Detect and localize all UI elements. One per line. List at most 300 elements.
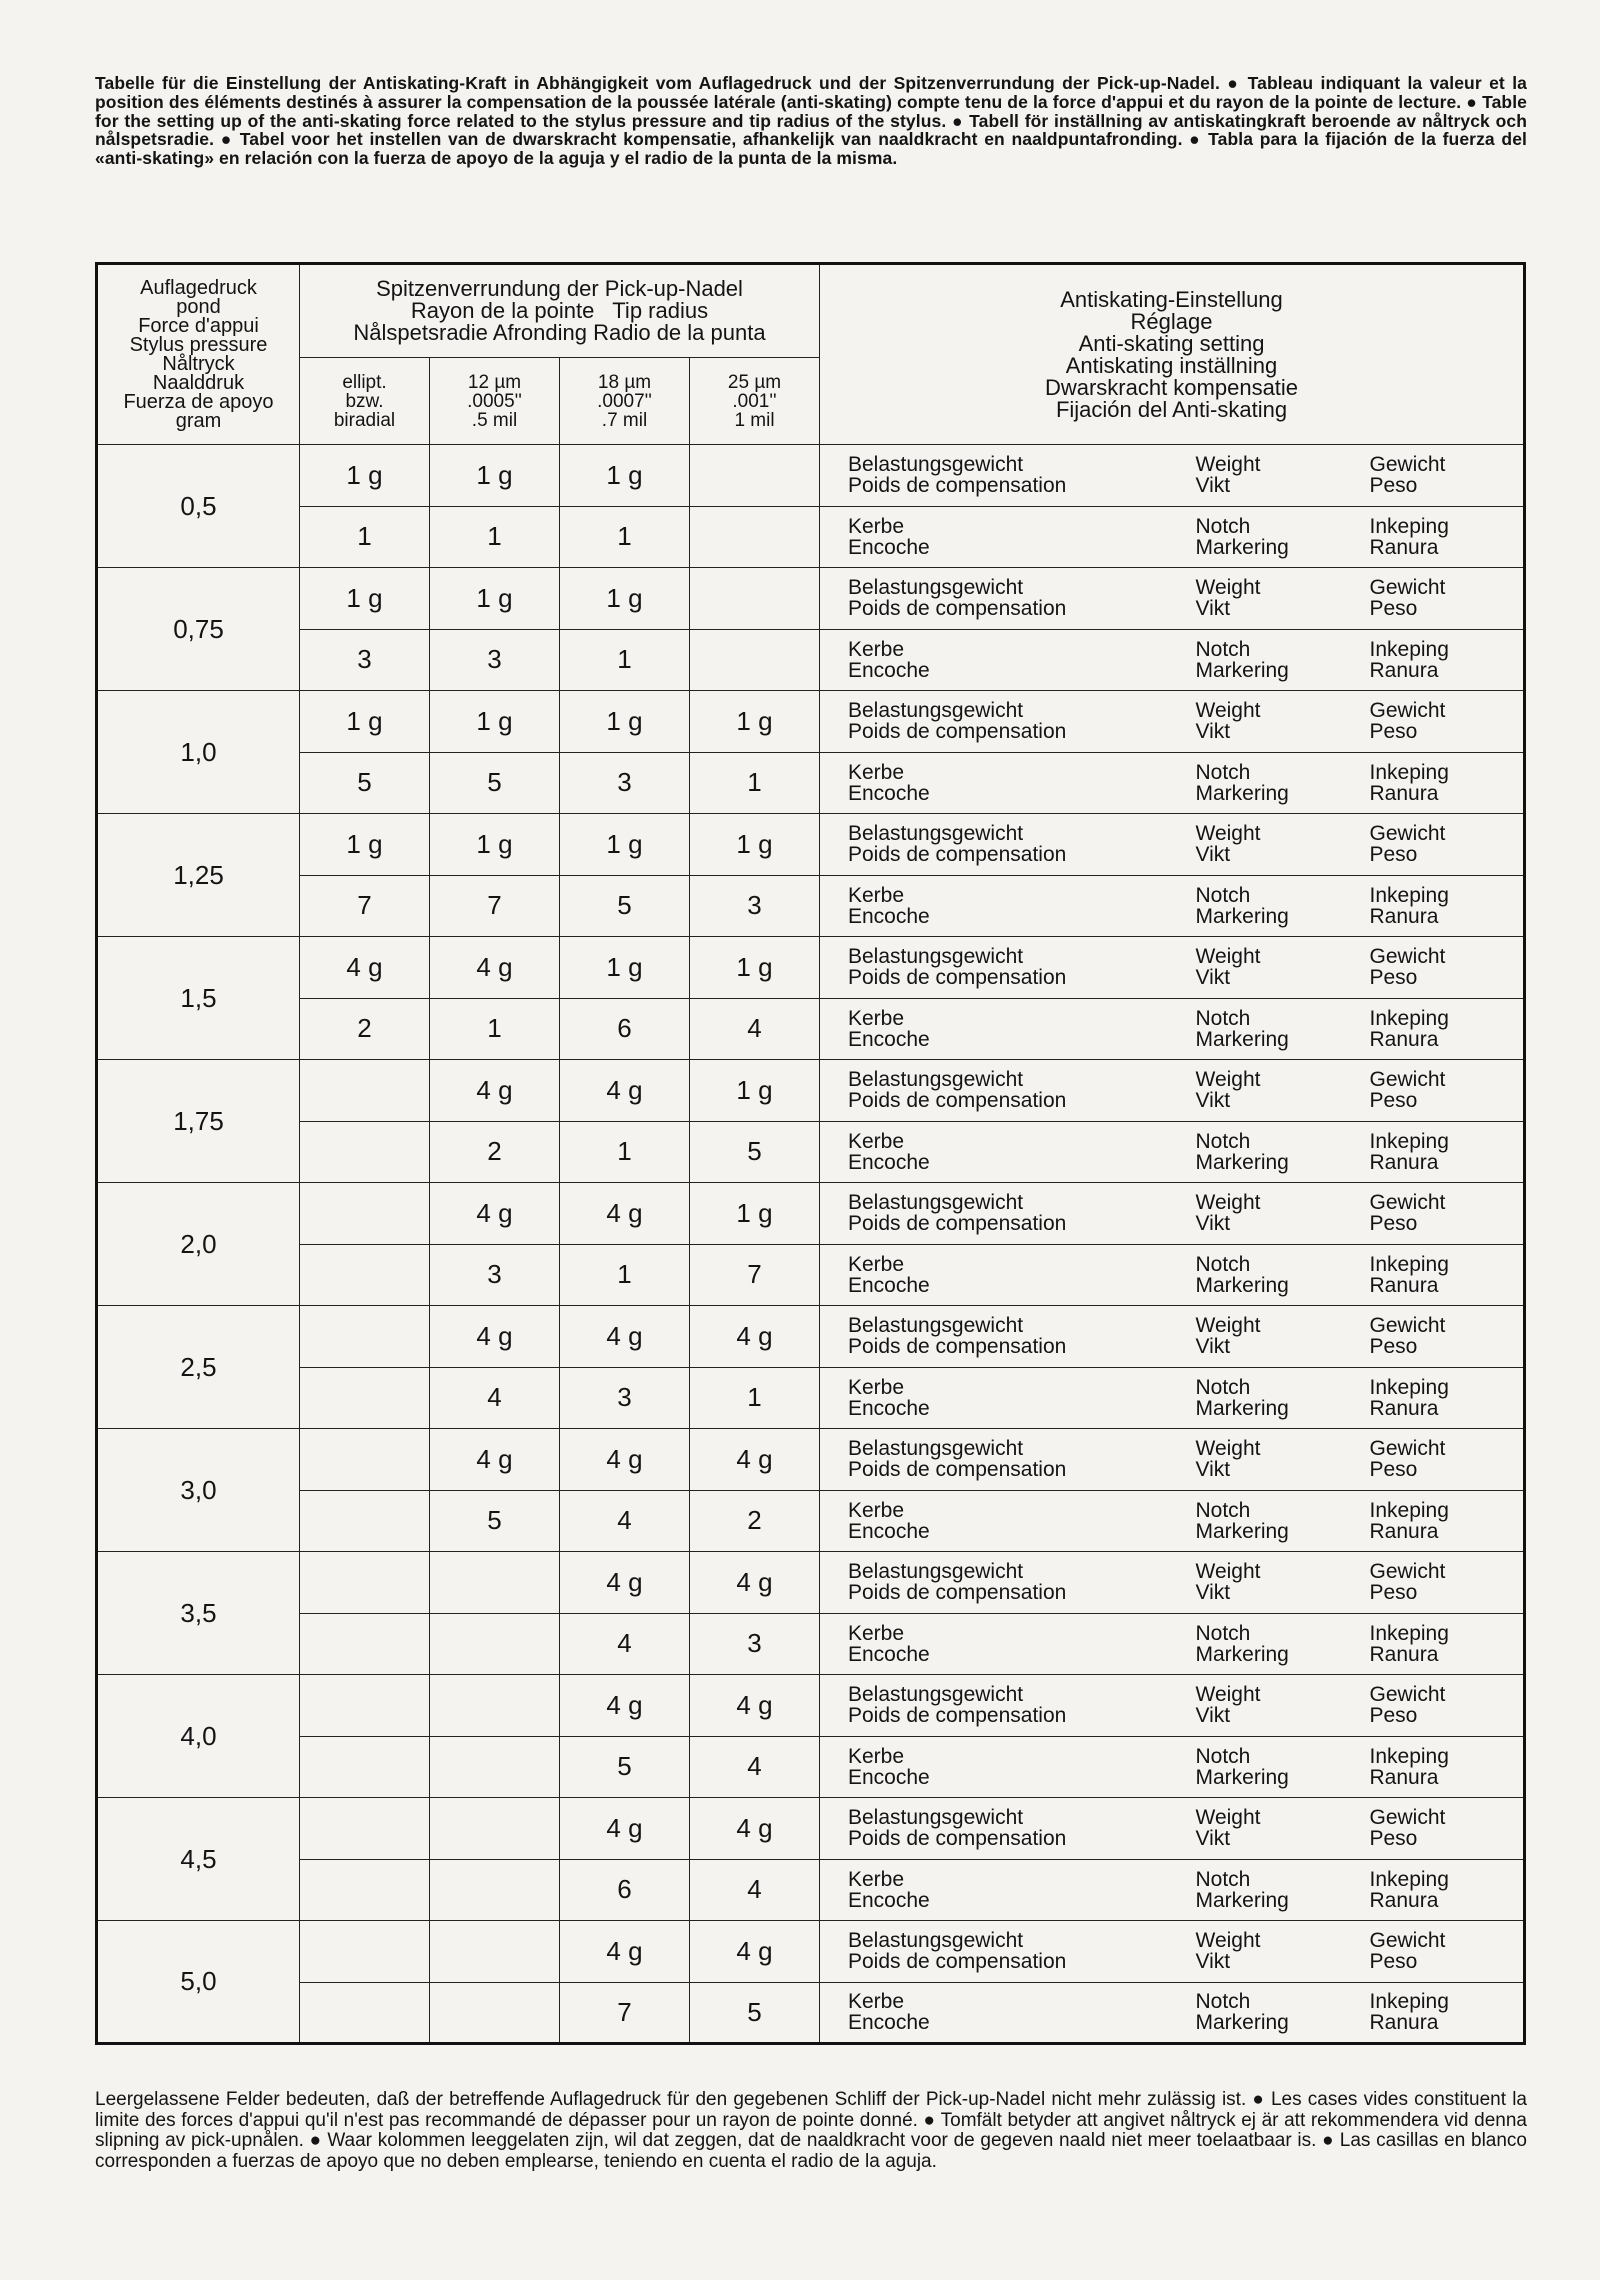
weight-label-text: Vikt [1195, 1950, 1231, 1974]
weight-label-text: Weight [1195, 1560, 1261, 1584]
table-row-notch [97, 629, 1525, 691]
header-stylus-pressure [97, 264, 300, 445]
notch-value-cell: 5 [300, 752, 430, 814]
notch-label-text: Kerbe [848, 1498, 905, 1522]
weight-label-text: Peso [1369, 1827, 1418, 1851]
notch-value-cell: 1 [300, 506, 430, 568]
notch-label-text: Encoche [848, 535, 930, 559]
weight-label-text: Gewicht [1369, 576, 1446, 600]
antiskating-table [95, 262, 1526, 2045]
weight-label-text: Gewicht [1369, 1683, 1446, 1707]
header-tip-18um [560, 358, 690, 445]
weight-label-text: Peso [1369, 1335, 1418, 1359]
notch-label-text: Ranura [1369, 2011, 1439, 2035]
weight-value-cell: 1 g [300, 814, 430, 876]
header-tip-line: 18 µm [597, 371, 652, 393]
notch-label-text: Encoche [848, 658, 930, 682]
weight-value-cell [430, 1675, 560, 1737]
header-pressure-line: Nåltryck [162, 352, 235, 375]
weight-label-text: Gewicht [1369, 1560, 1446, 1584]
header-setting-line: Dwarskracht kompensatie [1044, 374, 1299, 400]
notch-label-text: Encoche [848, 1888, 930, 1912]
notch-value-cell: 2 [430, 1121, 560, 1183]
notch-label-text: Markering [1195, 781, 1289, 805]
header-tip-elliptical [300, 358, 430, 445]
notch-label-cell [1168, 629, 1342, 691]
notch-value-cell [430, 1736, 560, 1798]
weight-value-cell: 4 g [430, 1306, 560, 1368]
weight-label-text: Vikt [1195, 1827, 1231, 1851]
notch-value-cell [300, 1367, 430, 1429]
table-row-notch [97, 998, 1525, 1060]
weight-label-text: Belastungsgewicht [848, 822, 1024, 846]
weight-label-text: Weight [1195, 699, 1261, 723]
notch-label-text: Inkeping [1369, 1375, 1449, 1399]
weight-label-text: Vikt [1195, 474, 1231, 498]
weight-label-cell [1168, 1060, 1342, 1122]
notch-value-cell: 1 [430, 998, 560, 1060]
weight-value-cell: 4 g [690, 1921, 820, 1983]
notch-value-cell: 3 [560, 1367, 690, 1429]
notch-value-cell: 1 [690, 752, 820, 814]
notch-label-text: Ranura [1369, 1273, 1439, 1297]
stylus-pressure-value: 1,0 [97, 691, 300, 814]
weight-label-text: Poids de compensation [848, 1950, 1067, 1974]
weight-label-cell [820, 1306, 1168, 1368]
notch-label-cell [1342, 752, 1525, 814]
notch-label-text: Kerbe [848, 1744, 905, 1768]
notch-label-text: Ranura [1369, 781, 1439, 805]
weight-value-cell: 4 g [430, 1429, 560, 1491]
weight-label-cell [1342, 691, 1525, 753]
weight-label-text: Belastungsgewicht [848, 1068, 1024, 1092]
header-tip-line: .0007'' [597, 390, 652, 412]
weight-label-cell [820, 445, 1168, 507]
table-row-weight [97, 445, 1525, 507]
weight-label-cell [1342, 1429, 1525, 1491]
weight-label-text: Vikt [1195, 1335, 1231, 1359]
weight-label-text: Weight [1195, 1314, 1261, 1338]
notch-label-text: Notch [1195, 883, 1251, 907]
notch-label-cell [1342, 1244, 1525, 1306]
weight-label-text: Poids de compensation [848, 966, 1067, 990]
weight-value-cell [300, 1921, 430, 1983]
weight-label-text: Gewicht [1369, 1068, 1446, 1092]
notch-value-cell: 7 [430, 875, 560, 937]
table-row-weight [97, 937, 1525, 999]
weight-label-text: Vikt [1195, 1089, 1231, 1113]
notch-label-text: Ranura [1369, 904, 1439, 928]
notch-label-text: Kerbe [848, 1129, 905, 1153]
notch-label-text: Inkeping [1369, 514, 1449, 538]
notch-label-text: Markering [1195, 1519, 1289, 1543]
table-row-weight [97, 814, 1525, 876]
notch-label-text: Encoche [848, 1519, 930, 1543]
header-tip-line: bzw. [345, 390, 384, 412]
weight-label-text: Peso [1369, 1581, 1418, 1605]
notch-label-text: Notch [1195, 760, 1251, 784]
notch-label-text: Notch [1195, 1498, 1251, 1522]
notch-label-text: Notch [1195, 1375, 1251, 1399]
weight-value-cell: 4 g [430, 1183, 560, 1245]
notch-label-text: Ranura [1369, 1027, 1439, 1051]
notch-label-text: Notch [1195, 1252, 1251, 1276]
notch-value-cell [430, 1982, 560, 2044]
notch-label-cell [1342, 1982, 1525, 2044]
notch-label-text: Notch [1195, 1867, 1251, 1891]
notch-label-text: Notch [1195, 637, 1251, 661]
weight-value-cell: 1 g [690, 937, 820, 999]
header-tip-line: 1 mil [734, 409, 775, 431]
weight-label-text: Gewicht [1369, 1437, 1446, 1461]
header-pressure-line: Force d'appui [138, 314, 259, 337]
notch-label-text: Markering [1195, 1888, 1289, 1912]
weight-label-cell [1342, 568, 1525, 630]
weight-label-text: Weight [1195, 822, 1261, 846]
notch-label-text: Markering [1195, 1765, 1289, 1789]
weight-value-cell: 1 g [690, 1060, 820, 1122]
notch-label-text: Kerbe [848, 1621, 905, 1645]
notch-label-text: Markering [1195, 1396, 1289, 1420]
table-row-notch [97, 1613, 1525, 1675]
table-row-notch [97, 875, 1525, 937]
weight-label-text: Belastungsgewicht [848, 453, 1024, 477]
notch-label-text: Markering [1195, 658, 1289, 682]
table-row-weight [97, 1921, 1525, 1983]
header-tip-line: .5 mil [471, 409, 518, 431]
weight-label-text: Vikt [1195, 966, 1231, 990]
weight-label-text: Poids de compensation [848, 474, 1067, 498]
weight-value-cell: 4 g [430, 1060, 560, 1122]
weight-label-cell [1168, 1798, 1342, 1860]
notch-value-cell: 5 [430, 752, 560, 814]
notch-label-text: Ranura [1369, 1150, 1439, 1174]
weight-label-cell [1342, 937, 1525, 999]
table-row-notch [97, 1982, 1525, 2044]
notch-value-cell: 2 [300, 998, 430, 1060]
weight-label-text: Peso [1369, 1212, 1418, 1236]
notch-label-cell [820, 1490, 1168, 1552]
table-row-weight [97, 1552, 1525, 1614]
notch-value-cell: 4 [690, 1859, 820, 1921]
weight-label-text: Peso [1369, 1458, 1418, 1482]
intro-paragraph: Tabelle für die Einstellung der Antiskating-Kraft in Abhängigkeit vom Auflagedruck und der Spitzenverrundung der Pick-up-Nadel. ● Tableau indiquant la valeur et la position des éléments destinés à assurer la compensation de la poussée latérale (anti-skating) compte tenu de la force d'appui et du rayon de la pointe de lecture. ● Table for the setting up of the anti-skating force related to the stylus pressure and tip radius of the stylus. ● Tabell för inställning av antiskatingkraft beroende av nåltryck och nålspetsradie. ● Tabel voor het instellen van de dwarskracht kompensatie, afhankelijk van naaldkracht en naaldpuntafronding. ● Tabla para la fijación de la fuerza del «anti-skating» en relación con la fuerza de apoyo de la aguja y el radio de la punta de la misma. [95, 73, 1527, 169]
header-antiskating-setting [820, 264, 1525, 445]
notch-label-text: Notch [1195, 1006, 1251, 1030]
weight-value-cell: 1 g [430, 814, 560, 876]
stylus-pressure-value: 5,0 [97, 1921, 300, 2044]
notch-label-text: Kerbe [848, 1375, 905, 1399]
header-setting-line: Réglage [1130, 308, 1213, 334]
weight-label-cell [1342, 814, 1525, 876]
weight-label-text: Weight [1195, 576, 1261, 600]
weight-label-text: Weight [1195, 1191, 1261, 1215]
notch-value-cell: 4 [690, 998, 820, 1060]
header-pressure-line: Fuerza de apoyo [123, 390, 274, 413]
weight-label-text: Peso [1369, 1704, 1418, 1728]
weight-label-cell [1342, 1552, 1525, 1614]
notch-label-cell [1168, 1121, 1342, 1183]
notch-label-text: Encoche [848, 2011, 930, 2035]
weight-label-text: Poids de compensation [848, 1827, 1067, 1851]
header-pressure-line: gram [175, 409, 222, 432]
notch-label-text: Ranura [1369, 1396, 1439, 1420]
notch-label-text: Inkeping [1369, 883, 1449, 907]
notch-label-text: Encoche [848, 1642, 930, 1666]
notch-value-cell [430, 1613, 560, 1675]
notch-value-cell: 3 [560, 752, 690, 814]
weight-value-cell: 1 g [300, 691, 430, 753]
table-row-weight [97, 691, 1525, 753]
weight-label-text: Belastungsgewicht [848, 1560, 1024, 1584]
notch-label-text: Inkeping [1369, 637, 1449, 661]
weight-label-cell [820, 568, 1168, 630]
notch-label-text: Notch [1195, 1129, 1251, 1153]
weight-value-cell: 1 g [690, 691, 820, 753]
weight-label-text: Poids de compensation [848, 1089, 1067, 1113]
notch-value-cell: 4 [690, 1736, 820, 1798]
notch-label-text: Markering [1195, 1642, 1289, 1666]
weight-label-text: Belastungsgewicht [848, 1314, 1024, 1338]
weight-label-text: Weight [1195, 1806, 1261, 1830]
notch-label-text: Encoche [848, 781, 930, 805]
weight-value-cell: 4 g [690, 1429, 820, 1491]
weight-value-cell: 1 g [560, 445, 690, 507]
weight-label-cell [1342, 1921, 1525, 1983]
weight-label-cell [1168, 1183, 1342, 1245]
weight-value-cell [430, 1552, 560, 1614]
table-row-notch [97, 752, 1525, 814]
weight-value-cell: 4 g [560, 1921, 690, 1983]
header-tip-line: .0005'' [467, 390, 522, 412]
weight-label-text: Vikt [1195, 720, 1231, 744]
notch-value-cell: 3 [430, 1244, 560, 1306]
notch-label-cell [820, 1244, 1168, 1306]
notch-label-cell [1342, 998, 1525, 1060]
notch-label-cell [820, 506, 1168, 568]
notch-value-cell: 4 [560, 1490, 690, 1552]
notch-label-cell [1168, 1490, 1342, 1552]
notch-label-text: Inkeping [1369, 1621, 1449, 1645]
weight-label-cell [820, 1552, 1168, 1614]
weight-value-cell: 1 g [690, 814, 820, 876]
weight-label-cell [1342, 1060, 1525, 1122]
weight-label-cell [1168, 445, 1342, 507]
notch-value-cell: 5 [430, 1490, 560, 1552]
weight-value-cell [690, 445, 820, 507]
weight-label-text: Peso [1369, 720, 1418, 744]
stylus-pressure-value: 2,5 [97, 1306, 300, 1429]
notch-value-cell [300, 1859, 430, 1921]
stylus-pressure-value: 4,5 [97, 1798, 300, 1921]
notch-label-cell [1342, 1490, 1525, 1552]
notch-label-text: Kerbe [848, 637, 905, 661]
notch-value-cell: 3 [430, 629, 560, 691]
weight-value-cell [690, 568, 820, 630]
notch-value-cell [300, 1736, 430, 1798]
weight-label-text: Weight [1195, 945, 1261, 969]
weight-value-cell: 1 g [560, 568, 690, 630]
header-pressure-line: Auflagedruck [140, 276, 257, 299]
notch-label-cell [820, 752, 1168, 814]
weight-label-cell [820, 1675, 1168, 1737]
notch-value-cell: 4 [430, 1367, 560, 1429]
table-row-notch [97, 1244, 1525, 1306]
notch-value-cell: 3 [690, 875, 820, 937]
notch-value-cell [690, 629, 820, 691]
stylus-pressure-value: 0,5 [97, 445, 300, 568]
notch-label-cell [820, 1859, 1168, 1921]
table-body [97, 445, 1525, 2044]
stylus-pressure-value: 3,5 [97, 1552, 300, 1675]
weight-value-cell: 1 g [560, 691, 690, 753]
notch-value-cell: 1 [560, 506, 690, 568]
header-tip-title-line: Rayon de la pointe Tip radius [410, 298, 709, 323]
weight-label-text: Gewicht [1369, 453, 1446, 477]
notch-value-cell: 7 [690, 1244, 820, 1306]
notch-label-text: Kerbe [848, 883, 905, 907]
weight-value-cell [300, 1675, 430, 1737]
notch-value-cell: 4 [560, 1613, 690, 1675]
weight-label-text: Belastungsgewicht [848, 945, 1024, 969]
weight-value-cell: 4 g [430, 937, 560, 999]
notch-label-text: Encoche [848, 1273, 930, 1297]
notch-value-cell: 5 [690, 1982, 820, 2044]
weight-label-cell [1168, 568, 1342, 630]
weight-label-cell [820, 1798, 1168, 1860]
weight-value-cell: 1 g [560, 814, 690, 876]
weight-label-text: Gewicht [1369, 822, 1446, 846]
notch-value-cell: 1 [560, 629, 690, 691]
notch-label-text: Encoche [848, 904, 930, 928]
weight-value-cell: 4 g [690, 1798, 820, 1860]
notch-label-text: Markering [1195, 904, 1289, 928]
notch-label-cell [820, 875, 1168, 937]
notch-label-text: Kerbe [848, 1867, 905, 1891]
header-tip-title-line: Nålspetsradie Afronding Radio de la punta [353, 320, 766, 345]
weight-value-cell: 4 g [560, 1675, 690, 1737]
notch-label-cell [1168, 1859, 1342, 1921]
header-tip-25um [690, 358, 820, 445]
weight-label-cell [820, 1060, 1168, 1122]
table-row-weight [97, 1798, 1525, 1860]
weight-label-text: Poids de compensation [848, 1335, 1067, 1359]
weight-value-cell: 4 g [690, 1675, 820, 1737]
notch-value-cell: 7 [300, 875, 430, 937]
notch-label-cell [1342, 506, 1525, 568]
notch-label-text: Kerbe [848, 1990, 905, 2014]
header-setting-line: Antiskating inställning [1065, 352, 1278, 378]
weight-value-cell: 1 g [560, 937, 690, 999]
weight-label-cell [1168, 1552, 1342, 1614]
weight-label-text: Weight [1195, 1068, 1261, 1092]
weight-label-text: Gewicht [1369, 1314, 1446, 1338]
weight-label-text: Gewicht [1369, 1929, 1446, 1953]
notch-value-cell: 6 [560, 998, 690, 1060]
notch-label-text: Encoche [848, 1027, 930, 1051]
weight-value-cell: 4 g [560, 1183, 690, 1245]
table-row-weight [97, 1060, 1525, 1122]
table-row-notch [97, 1736, 1525, 1798]
stylus-pressure-value: 0,75 [97, 568, 300, 691]
weight-label-cell [820, 1429, 1168, 1491]
notch-label-text: Ranura [1369, 1519, 1439, 1543]
notch-label-text: Markering [1195, 1273, 1289, 1297]
notch-value-cell: 1 [560, 1244, 690, 1306]
notch-label-text: Ranura [1369, 1642, 1439, 1666]
header-setting-line: Anti-skating setting [1078, 330, 1265, 356]
weight-value-cell: 1 g [430, 691, 560, 753]
notch-label-cell [820, 1736, 1168, 1798]
notch-label-text: Encoche [848, 1765, 930, 1789]
notch-label-cell [1342, 629, 1525, 691]
weight-label-cell [820, 1183, 1168, 1245]
weight-label-text: Vikt [1195, 1581, 1231, 1605]
notch-label-text: Notch [1195, 1990, 1251, 2014]
notch-label-cell [1342, 1736, 1525, 1798]
weight-label-cell [1168, 1675, 1342, 1737]
weight-label-text: Poids de compensation [848, 1581, 1067, 1605]
weight-value-cell: 4 g [560, 1060, 690, 1122]
weight-label-cell [820, 1921, 1168, 1983]
header-pressure-line: Naalddruk [152, 371, 245, 394]
weight-label-text: Peso [1369, 966, 1418, 990]
weight-label-cell [1168, 937, 1342, 999]
weight-value-cell: 4 g [690, 1306, 820, 1368]
table-row-weight [97, 1306, 1525, 1368]
weight-label-cell [1342, 445, 1525, 507]
notch-label-text: Inkeping [1369, 1867, 1449, 1891]
weight-label-text: Vikt [1195, 1458, 1231, 1482]
notch-value-cell: 1 [430, 506, 560, 568]
notch-label-text: Notch [1195, 514, 1251, 538]
header-pressure-line: pond [176, 295, 221, 318]
weight-value-cell: 4 g [300, 937, 430, 999]
header-tip-line: 25 µm [727, 371, 782, 393]
notch-label-text: Inkeping [1369, 760, 1449, 784]
notch-label-text: Kerbe [848, 760, 905, 784]
weight-label-cell [1342, 1183, 1525, 1245]
notch-value-cell: 7 [560, 1982, 690, 2044]
notch-label-text: Kerbe [848, 1252, 905, 1276]
table-row-notch [97, 506, 1525, 568]
weight-label-cell [820, 814, 1168, 876]
header-tip-line: 12 µm [467, 371, 522, 393]
notch-value-cell: 5 [560, 1736, 690, 1798]
notch-label-cell [1168, 998, 1342, 1060]
notch-label-text: Notch [1195, 1744, 1251, 1768]
weight-value-cell: 1 g [300, 568, 430, 630]
notch-label-text: Markering [1195, 2011, 1289, 2035]
notch-label-cell [1342, 1859, 1525, 1921]
notch-label-cell [820, 1121, 1168, 1183]
notch-value-cell: 5 [690, 1121, 820, 1183]
footer-note: Leergelassene Felder bedeuten, daß der betreffende Auflagedruck für den gegebenen Schliff der Pick-up-Nadel nicht mehr zulässig ist. ● Les cases vides constituent la limite des forces d'appui qu'il n'est pas recommandé de dépasser pour un rayon de pointe donné. ● Tomfält betyder att angivet nåltryck ej är att rekommendera vid denna slipning av pick-upnålen. ● Waar kolommen leeggelaten zijn, wil dat zeggen, dat de naaldkracht voor de gegeven naald niet meer toelaatbaar is. ● Las casillas en blanco corresponden a fuerzas de apoyo que no deben emplearse, teniendo en cuenta el radio de la aguja. [95, 2089, 1527, 2172]
weight-label-text: Poids de compensation [848, 720, 1067, 744]
notch-label-text: Encoche [848, 1150, 930, 1174]
weight-label-cell [1168, 1306, 1342, 1368]
table-row-notch [97, 1367, 1525, 1429]
header-pressure-line: Stylus pressure [129, 333, 268, 356]
weight-label-text: Peso [1369, 1089, 1418, 1113]
notch-label-cell [1342, 1121, 1525, 1183]
header-tip-12um [430, 358, 560, 445]
weight-label-text: Vikt [1195, 1212, 1231, 1236]
notch-value-cell: 1 [690, 1367, 820, 1429]
weight-label-cell [1168, 814, 1342, 876]
weight-label-text: Poids de compensation [848, 1212, 1067, 1236]
weight-value-cell: 4 g [560, 1429, 690, 1491]
